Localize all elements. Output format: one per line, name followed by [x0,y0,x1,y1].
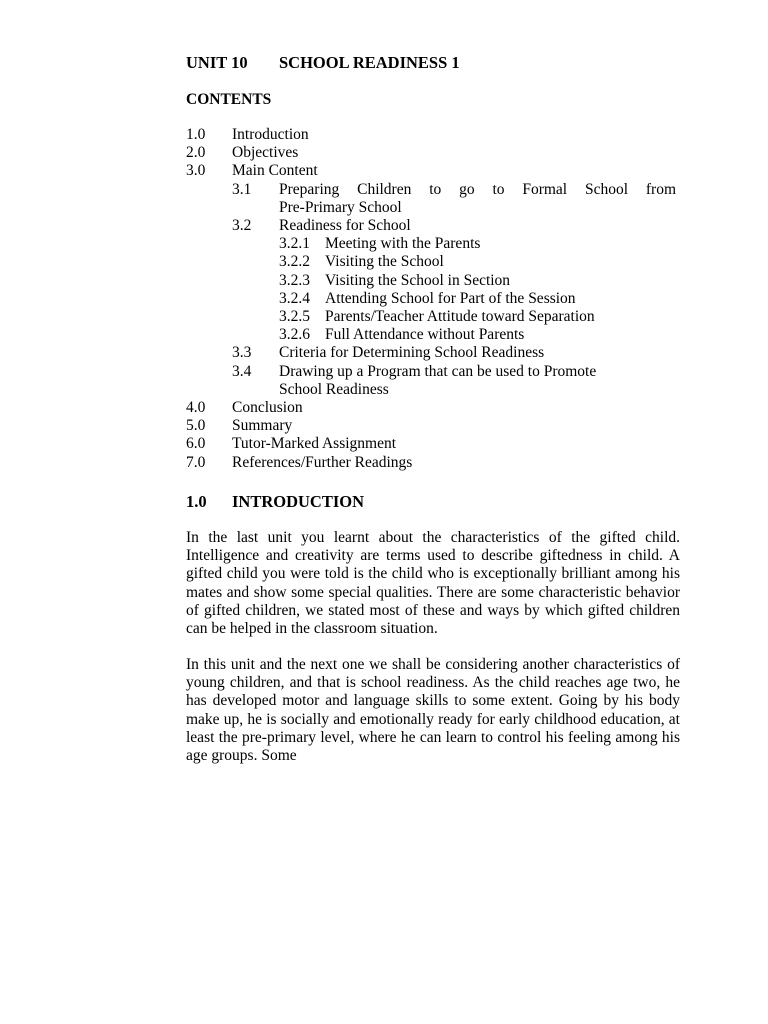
introduction-paragraph: In the last unit you learnt about the characteristics of the gifted child. Intelligence and creativity are terms used to describe giftedness in child. A gifted child you were told is the child who is exceptionally brilliant among his mates and show some special qualities. There are some characteristic behavior of gifted children, we stated most of these and ways by which gifted children can be helped in the classroom situation. [186,529,680,638]
toc-item [186,217,676,235]
toc-item [186,399,676,417]
toc-item-label: Summary [232,417,293,435]
toc-item-label: Criteria for Determining School Readiness [279,344,545,362]
toc-item [186,126,676,144]
toc-item-label: Full Attendance without Parents [325,326,525,344]
toc-item-label-line: School Readiness [279,380,389,398]
toc-item-number: 3.2.3 [279,271,310,289]
section-number: 1.0 [186,492,207,511]
toc-item-number: 3.4 [232,362,252,380]
toc-item-number: 3.3 [232,344,252,362]
toc-item-number: 3.1 [232,180,252,198]
toc-item-number: 2.0 [186,144,206,162]
toc-item-label: Visiting the School [325,253,444,271]
toc-item [186,435,676,453]
introduction-paragraph: In this unit and the next one we shall be considering another characteristics of young children, and that is school readiness. As the child reaches age two, he has developed motor and language skills to some extent. Going by his body make up, he is socially and emotionally ready for early childhood education, at least the pre-primary level, where he can learn to control his feeling among his age groups. Some [186,656,680,765]
toc-item-number: 3.2.1 [279,235,310,253]
toc-item [186,235,676,253]
toc-item-label: Parents/Teacher Attitude toward Separation [325,308,595,326]
toc-item-number: 3.2.6 [279,326,310,344]
toc-item-label-line: Pre-Primary School [279,198,402,216]
toc-item-label: Attending School for Part of the Session [325,289,576,307]
toc-item-label: Conclusion [232,399,303,417]
toc-item [186,253,676,271]
toc-item-number: 3.2.4 [279,289,310,307]
unit-title [186,53,460,73]
toc-item-number: 3.2.2 [279,253,310,271]
toc-item-label: Visiting the School in Section [325,271,511,289]
toc-item-label: Readiness for School [279,217,411,235]
toc-item [186,162,676,180]
toc-item-label: Objectives [232,144,299,162]
toc-item-number: 1.0 [186,126,206,143]
toc-item-label [186,363,676,399]
toc-item [186,363,676,399]
toc-item-number: 3.2 [232,217,252,235]
toc-item-label-line: Preparing Children to go to Formal School from [279,180,676,198]
toc-item [186,290,676,308]
toc-item-label: Main Content [232,162,318,180]
toc-item-label: References/Further Readings [232,453,413,471]
unit-number: UNIT 10 [186,53,248,72]
toc-item-number: 3.0 [186,162,206,180]
toc-item-number: 6.0 [186,435,206,453]
section-title: INTRODUCTION [232,492,365,511]
introduction-heading [186,492,364,512]
toc-item-label: Meeting with the Parents [325,235,481,253]
toc-item [186,308,676,326]
toc-item-label-line: Drawing up a Program that can be used to Promote [279,362,597,380]
toc-item [186,454,676,472]
toc-item-number: 3.2.5 [279,308,310,326]
toc-item-number: 7.0 [186,453,206,471]
toc-item [186,417,676,435]
unit-name: SCHOOL READINESS 1 [279,53,460,72]
toc-item [186,272,676,290]
toc-item [186,326,676,344]
contents-heading: CONTENTS [186,91,272,108]
toc-item [186,344,676,362]
toc-item-number: 5.0 [186,417,206,435]
toc-item-label [186,181,676,217]
toc-item-number: 4.0 [186,399,206,417]
toc-item-label: Tutor-Marked Assignment [232,435,397,453]
table-of-contents [186,126,676,472]
toc-item [186,144,676,162]
toc-item-label: Introduction [232,126,309,143]
toc-item [186,181,676,217]
